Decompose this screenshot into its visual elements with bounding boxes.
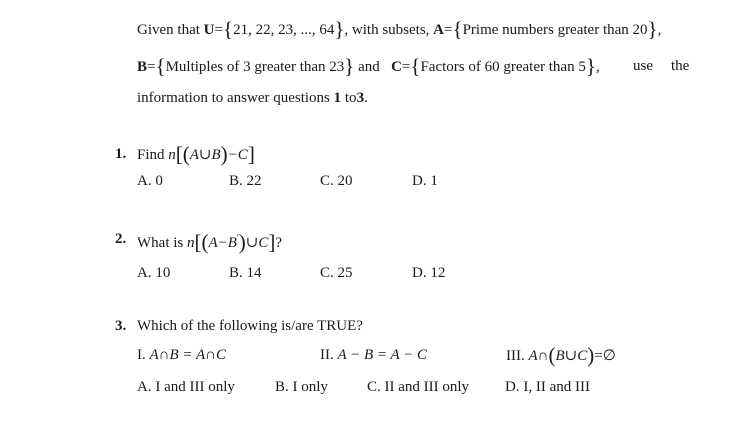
set-u-elements: 21, 22, 23, ..., 64	[233, 22, 335, 38]
brace-close: }	[334, 17, 345, 41]
option-d[interactable]: D. I, II and III	[505, 379, 590, 395]
bracket-close: ]	[247, 142, 255, 166]
equals-sign: =	[214, 22, 223, 38]
option-c[interactable]: C. 25	[320, 265, 353, 281]
statement-expr-pre: A∩	[528, 348, 549, 364]
expr-body: A−B	[208, 235, 237, 251]
option-b[interactable]: B. 14	[229, 265, 262, 281]
question-number: 3.	[115, 318, 127, 334]
roman-numeral: II.	[320, 347, 334, 363]
equals-sign: =	[147, 59, 156, 75]
intro-and: and	[358, 59, 380, 75]
expr-tail: −C	[227, 147, 248, 163]
expr-body: A∪B	[189, 147, 221, 163]
statement-expr: A − B = A − C	[337, 347, 428, 363]
expr-n: n	[187, 235, 195, 251]
intro-mid: , with subsets,	[344, 22, 430, 38]
bracket-open: [	[175, 142, 183, 166]
question-range-end: 3	[356, 90, 365, 106]
prime-mark: '	[236, 233, 239, 244]
paren-open: (	[548, 343, 556, 367]
question-mark: ?	[275, 235, 283, 251]
set-u-label: U	[203, 22, 215, 38]
statement-3	[506, 345, 616, 366]
question-prompt: Which of the following is/are TRUE?	[137, 318, 363, 334]
option-d[interactable]: D. 12	[412, 265, 446, 281]
set-c-label: C	[391, 59, 402, 75]
brace-close: }	[344, 54, 355, 78]
set-a-definition: Prime numbers greater than 20	[462, 22, 648, 38]
statement-expr-post: =∅	[594, 348, 616, 364]
roman-numeral: III.	[506, 348, 525, 364]
roman-numeral: I.	[137, 347, 146, 363]
paren-close: )	[587, 343, 595, 367]
intro-use: use	[633, 58, 653, 74]
brace-open: {	[452, 17, 463, 41]
paren-open: (	[182, 142, 190, 166]
intro-line-1: Given that U={21, 22, 23, ..., 64}, with subsets, A={Prime numbers greater than 20},	[137, 17, 662, 41]
statement-2	[320, 345, 427, 365]
expr-tail: ∪C	[245, 235, 269, 251]
bracket-close: ]	[268, 230, 276, 254]
brace-close: }	[585, 54, 596, 78]
option-a[interactable]: A. I and III only	[137, 379, 235, 395]
period: .	[364, 90, 368, 106]
question-range-start: 1	[333, 90, 342, 106]
option-b[interactable]: B. I only	[275, 379, 328, 395]
brace-open: {	[410, 54, 421, 78]
statement-expr-body: B∪C	[555, 348, 588, 364]
statement-expr: A∩B = A∩C	[149, 347, 227, 363]
option-a[interactable]: A. 10	[137, 265, 171, 281]
intro-the: the	[671, 58, 690, 74]
brace-open: {	[155, 54, 166, 78]
equals-sign: =	[444, 22, 453, 38]
intro-line3-text: information to answer questions	[137, 90, 330, 106]
set-a-label: A	[433, 22, 445, 38]
option-a[interactable]: A. 0	[137, 173, 163, 189]
statement-1	[137, 345, 226, 365]
expr-n: n	[168, 147, 176, 163]
question-prompt	[137, 144, 255, 165]
question-number: 2.	[115, 231, 127, 247]
option-c[interactable]: C. 20	[320, 173, 353, 189]
paren-close: )	[238, 230, 246, 254]
paren-open: (	[201, 230, 209, 254]
question-number: 1.	[115, 146, 127, 162]
intro-to: to	[344, 90, 357, 106]
paren-close: )	[220, 142, 228, 166]
question-prompt	[137, 229, 282, 253]
equals-sign: =	[401, 59, 411, 75]
set-c-definition: Factors of 60 greater than 5	[420, 59, 586, 75]
prompt-text: Find	[137, 147, 165, 163]
brace-open: {	[222, 17, 234, 41]
intro-line-3	[137, 88, 368, 108]
set-b-definition: Multiples of 3 greater than 23	[165, 59, 345, 75]
option-d[interactable]: D. 1	[412, 173, 438, 189]
intro-line-2: B={Multiples of 3 greater than 23} and C={Factors of 60 greater than 5}, use the	[137, 54, 690, 78]
bracket-open: [	[194, 230, 202, 254]
option-b[interactable]: B. 22	[229, 173, 262, 189]
brace-close: }	[647, 17, 658, 41]
option-c[interactable]: C. II and III only	[367, 379, 470, 395]
set-b-label: B	[137, 59, 148, 75]
prompt-text: What is	[137, 235, 184, 251]
intro-lead: Given that	[137, 22, 200, 38]
